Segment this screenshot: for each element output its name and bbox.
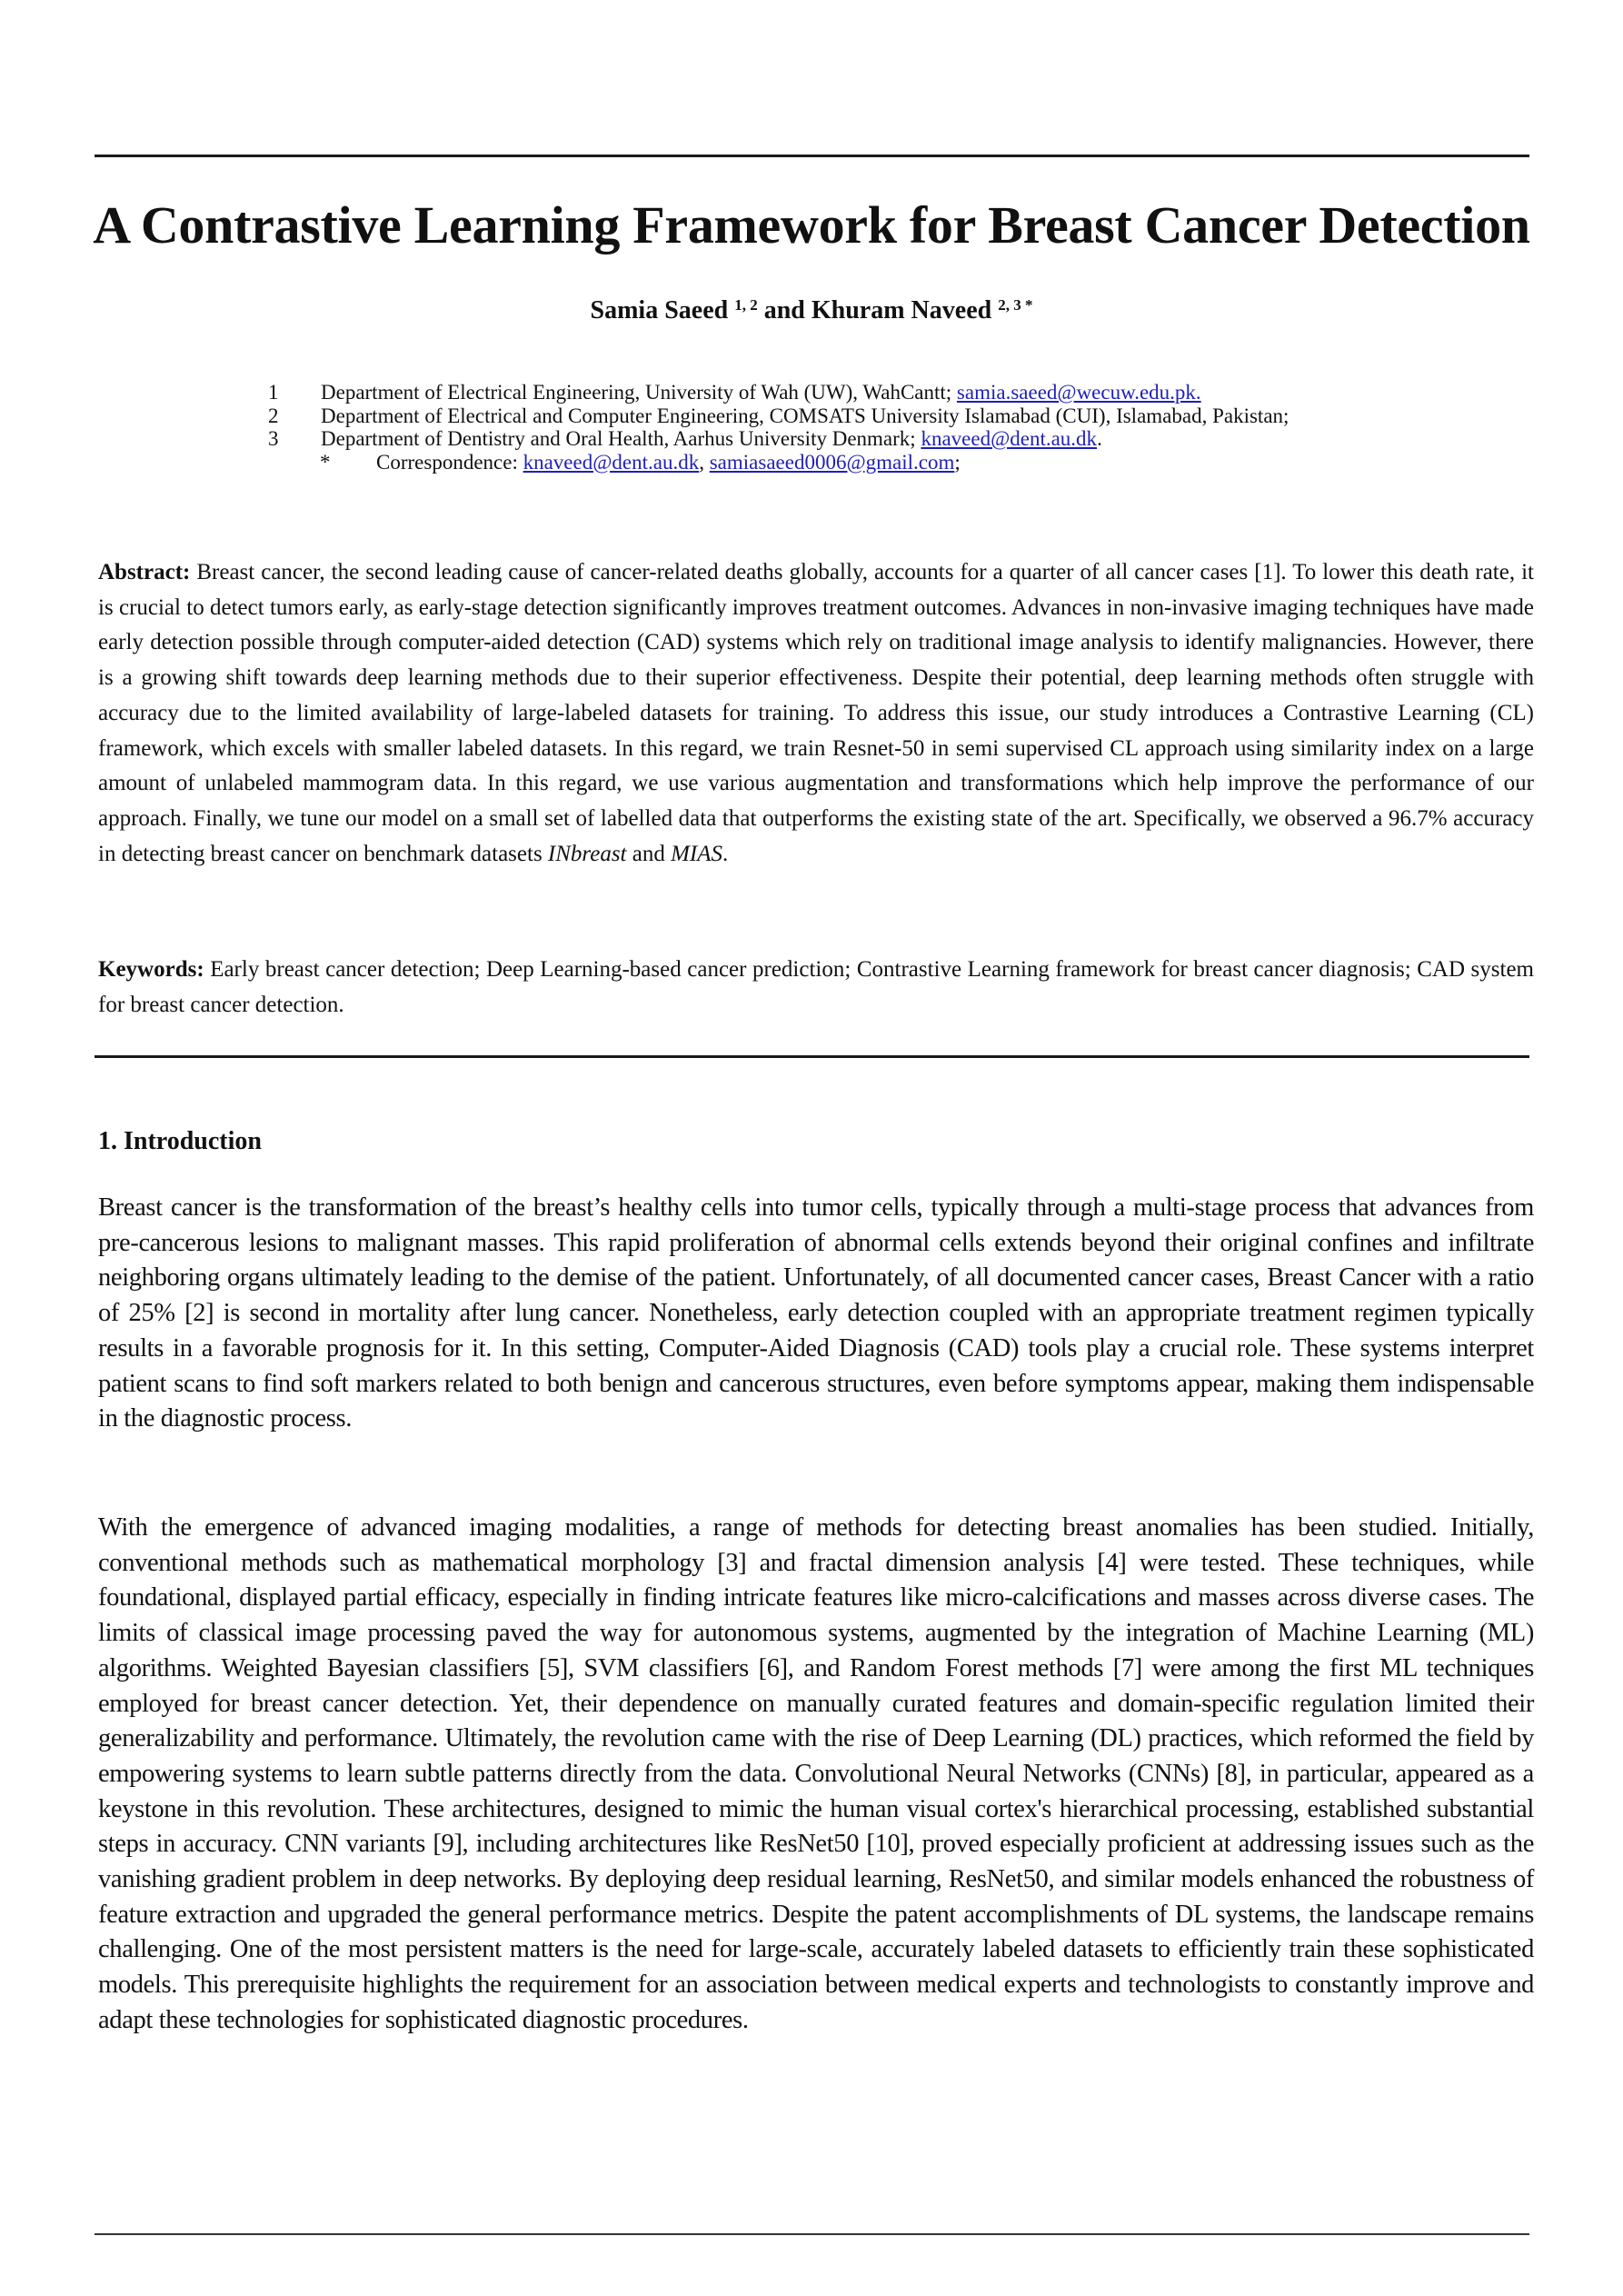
keywords [98,953,1534,1023]
affiliation-name: Department of Electrical and Computer Engineering, COMSATS University Islamabad (CUI), Islamabad, Pakistan; [321,404,1289,427]
intro-paragraph: With the emergence of advanced imaging modalities, a range of methods for detecting breast anomalies has been studied. Initially, conventional methods such as mathematical morphology [3] and fractal dimension analysis [4] were tested. These techniques, while foundational, displayed partial efficacy, especially in finding intricate features like micro-calcifications and masses across diverse cases. The limits of classical image processing paved the way for autonomous systems, augmented by the integration of Machine Learning (ML) algorithms. Weighted Bayesian classifiers [5], SVM classifiers [6], and Random Forest methods [7] were among the first ML techniques employed for breast cancer detection. Yet, their dependence on manually curated features and domain-specific regulation limited their generalizability and performance. Ultimately, the revolution came with the rise of Deep Learning (DL) practices, which reformed the field by empowering systems to learn subtle patterns directly from the data. Convolutional Neural Networks (CNNs) [8], in particular, appeared as a keystone in this revolution. These architectures, designed to mimic the human visual cortex's hierarchical processing, established substantial steps in accuracy. CNN variants [9], including architectures like ResNet50 [10], proved especially proficient at addressing issues such as the vanishing gradient problem in deep networks. By deploying deep residual learning, ResNet50, and similar models enhanced the robustness of feature extraction and upgraded the general performance metrics. Despite the patent accomplishments of DL systems, the landscape remains challenging. One of the most persistent matters is the need for large-scale, accurately labeled datasets to efficiently train these sophisticated models. This prerequisite highlights the requirement for an association between medical experts and technologists to constantly improve and adapt these technologies for sophisticated diagnostic procedures. [98,1513,1534,2034]
affiliation-name: Department of Dentistry and Oral Health, Aarhus University Denmark; [321,427,921,450]
correspondence-text [376,451,961,474]
correspondence [268,451,1289,474]
dataset-name: INbreast [547,841,627,866]
affiliation-number: 3 [268,427,279,450]
affiliation-name: Department of Electrical Engineering, University of Wah (UW), WahCantt; [321,381,957,404]
header-rule [95,155,1529,157]
author-joiner: and [763,296,805,324]
email-link[interactable]: knaveed@dent.au.dk [523,450,700,474]
email-link[interactable]: samia.saeed@wecuw.edu.pk. [956,381,1201,404]
abstract-end: . [722,841,729,866]
keywords-label: Keywords: [98,957,204,982]
author-affiliation-marks: 2, 3 * [998,296,1033,314]
abstract-joiner: and [626,841,672,866]
affiliation-text [321,427,1102,451]
correspondence-label: Correspondence: [376,450,523,474]
affiliation-item [268,427,1289,451]
punctuation: , [699,450,710,474]
abstract [98,555,1534,872]
dataset-name: MIAS [671,841,723,866]
section-divider-rule [95,1055,1529,1058]
affiliation-item [268,381,1289,404]
paper-title: A Contrastive Learning Framework for Breast Cancer Detection [93,195,1530,255]
email-link[interactable]: knaveed@dent.au.dk [921,427,1098,450]
affiliation-number: 2 [268,404,279,427]
abstract-text: Breast cancer, the second leading cause of cancer-related deaths globally, accounts for a quarter of all cancer cases [1]. To lower this death rate, it is crucial to detect tumors early, as early-stage detection significantly improves treatment outcomes. Advances in non-invasive imaging techniques have made early detection possible through computer-aided detection (CAD) systems which rely on traditional image analysis to identify malignancies. However, there is a growing shift towards deep learning methods due to their superior effectiveness. Despite their potential, deep learning methods often struggle with accuracy due to the limited availability of large-labeled datasets for training. To address this issue, our study introduces a Contrastive Learning (CL) framework, which excels with smaller labeled datasets. In this regard, we train Resnet-50 in semi supervised CL approach using similarity index on a large amount of unlabeled mammogram data. In this regard, we use various augmentation and transformations which help improve the performance of our approach. Finally, we tune our model on a small set of labelled data that outperforms the existing state of the art. Specifically, we observed a 96.7% accuracy in detecting breast cancer on benchmark datasets [98,560,1534,866]
punctuation: ; [954,450,961,474]
abstract-label: Abstract: [98,560,191,584]
author-name: Khuram Naveed [811,296,992,324]
author-name: Samia Saeed [590,296,729,324]
affiliation-item [268,404,1289,428]
footer-rule [95,2233,1529,2235]
author-affiliation-marks: 1, 2 [734,296,758,314]
author-line [0,296,1623,325]
correspondence-marker: * [320,450,331,474]
email-link[interactable]: samiasaeed0006@gmail.com [709,450,955,474]
affiliation-number: 1 [268,381,279,404]
affiliation-text [321,381,1201,404]
intro-paragraph: Breast cancer is the transformation of the breast’s healthy cells into tumor cells, typically through a multi-stage process that advances from pre-cancerous lesions to malignant masses. This rapid proliferation of abnormal cells extends beyond their original confines and infiltrate neighboring organs ultimately leading to the demise of the patient. Unfortunately, of all documented cancer cases, Breast Cancer with a ratio of 25% [2] is second in mortality after lung cancer. Nonetheless, early detection coupled with an appropriate treatment regimen typically results in a favorable prognosis for it. In this setting, Computer-Aided Diagnosis (CAD) tools play a crucial role. These systems interpret patient scans to find soft markers related to both benign and cancerous structures, even before symptoms appear, making them indispensable in the diagnostic process. [98,1193,1534,1433]
affiliations-list [268,381,1289,474]
keywords-text: Early breast cancer detection; Deep Learning-based cancer prediction; Contrastive Learning framework for breast cancer diagnosis; CAD system for breast cancer detection. [98,957,1534,1017]
punctuation: . [1097,427,1102,450]
section-heading-introduction: 1. Introduction [98,1127,262,1155]
